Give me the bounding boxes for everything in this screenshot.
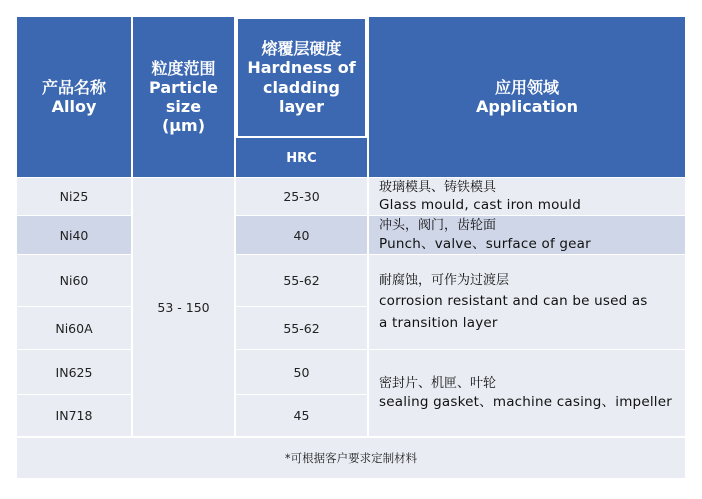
header-hard-en3: layer [279,96,324,116]
application-en: Punch、valve、surface of gear [379,235,591,252]
header-size-en2: size [165,97,202,116]
application-cell [369,216,685,254]
header-alloy-zh: 产品名称 [41,77,106,97]
alloy-cell: Ni60A [55,320,93,336]
header-application [369,17,685,177]
hrc-cell: 55-62 [283,320,320,336]
alloy-cell: Ni40 [59,227,89,243]
alloy-cell: Ni60 [59,273,89,288]
header-hard-zh: 熔覆层硬度 [261,39,342,59]
alloy-cell: IN625 [55,364,93,380]
header-hard-en1: Hardness of [247,58,356,78]
header-app-zh: 应用领域 [494,77,559,97]
application-zh: 密封片、机匣、叶轮 [379,376,497,392]
alloy-cell: IN718 [55,408,93,423]
hrc-cell: 25-30 [283,189,320,204]
particle-size-cell: 53 - 150 [157,299,210,315]
hrc-cell: 50 [293,364,310,380]
hrc-cell: 45 [293,408,310,423]
hrc-cell: 55-62 [283,273,320,288]
header-size-en1: Particle [149,77,218,97]
footnote: *可根据客户要求定制材料 [17,438,685,478]
application-en: sealing gasket、machine casing、impeller [379,393,672,410]
application-zh: 耐腐蚀，可作为过渡层 [379,273,510,288]
header-alloy-en: Alloy [51,97,97,116]
application-en: corrosion resistant and can be used as [379,292,648,309]
application-en: Glass mould, cast iron mould [379,197,582,214]
header-size-zh: 粒度范围 [151,58,216,78]
header-hard-en2: cladding [263,77,340,97]
application-cell [369,178,685,215]
application-cell [369,350,685,436]
header-particle-size [133,17,234,177]
header-app-en: Application [475,97,579,116]
application-zh: 冲头，阀门，齿轮面 [379,218,497,234]
application-zh: 玻璃模具、铸铁模具 [379,179,497,195]
header-hrc-unit: HRC [236,140,367,177]
header-hardness [236,17,367,138]
application-cell [369,255,685,349]
header-size-unit: (μm) [161,116,206,136]
header-alloy [17,17,131,177]
application-en: a transition layer [379,314,498,331]
alloy-cell: Ni25 [59,189,89,204]
hrc-cell: 40 [293,227,310,243]
